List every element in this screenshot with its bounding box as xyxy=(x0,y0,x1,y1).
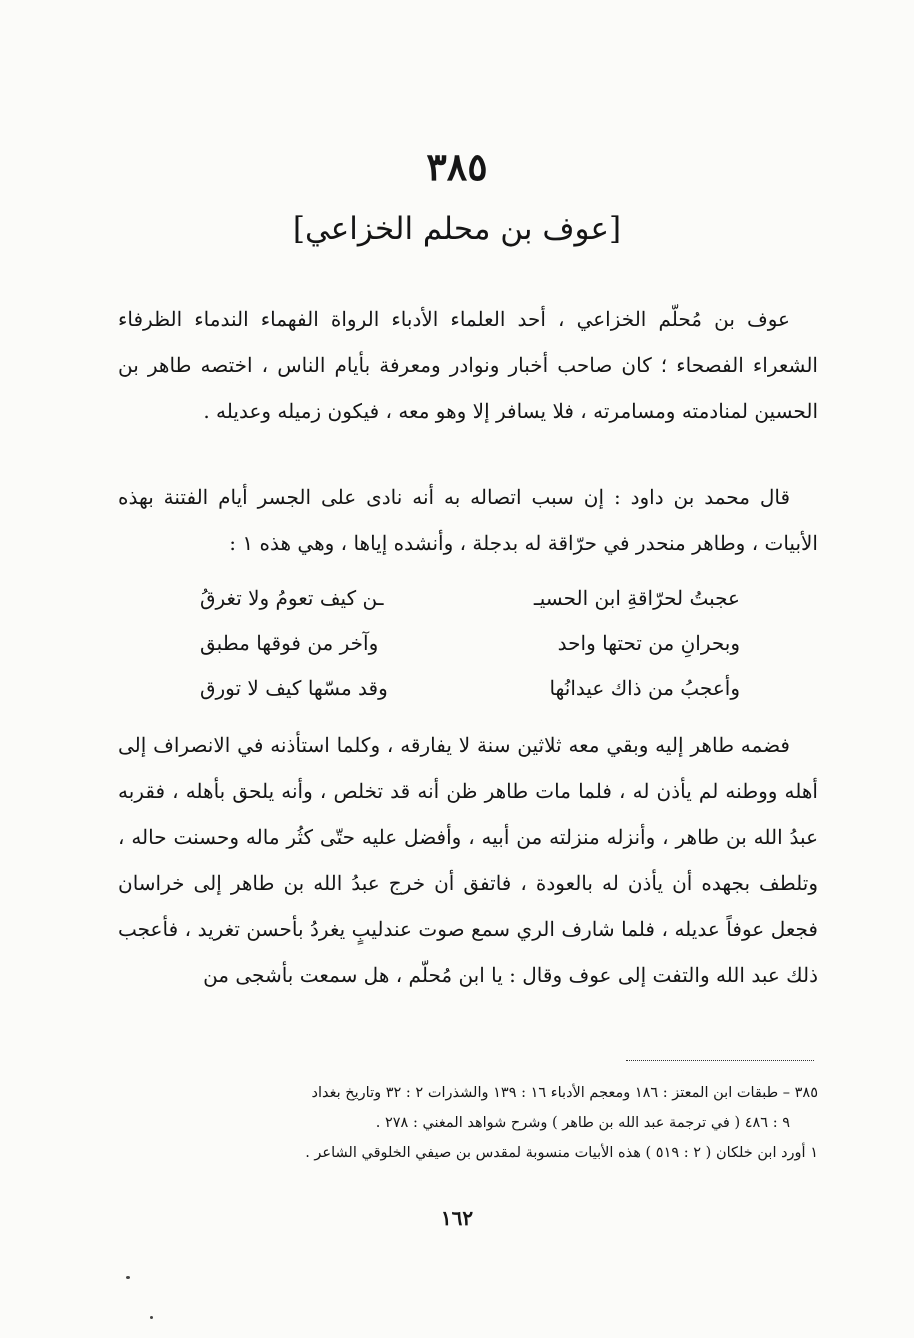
entry-number: ٣٨٥ xyxy=(426,144,488,189)
entry-title: [عوف بن محلم الخزاعي] xyxy=(292,211,622,247)
verse-second-hemistich: وقد مسّها كيف لا تورق xyxy=(200,676,388,700)
verse-first-hemistich: وأعجبُ من ذاك عيدانُها xyxy=(549,676,740,700)
paragraph-text: عوف بن مُحلّم الخزاعي ، أحد العلماء الأدباء الرواة الفهماء الندماء الظرفاء الشعراء الفصحاء ؛ كان صاحب أخبار ونوادر ومعرفة بأيام الناس ، اختصه طاهر بن الحسين لمنادمته ومسامرته ، فلا يسافر إلا وهو معه ، فيكون زميله وعديله . xyxy=(118,307,818,423)
verse-line xyxy=(200,666,740,711)
verse-second-hemistich: ـن كيف تعومُ ولا تغرقُ xyxy=(200,586,384,610)
paragraph-text: قال محمد بن داود : إن سبب اتصاله به أنه نادى على الجسر أيام الفتنة بهذه الأبيات ، وطاهر منحدر في حرّاقة له بدجلة ، وأنشده إياها ، وهي هذه ١ : xyxy=(118,485,818,555)
footnote-sources: ٣٨٥ – طبقات ابن المعتز : ١٨٦ ومعجم الأدباء ١٦ : ١٣٩ والشذرات ٢ : ٣٢ وتاريخ بغداد xyxy=(311,1085,818,1101)
page-number: ١٦٢ xyxy=(440,1206,474,1230)
paragraph-narration xyxy=(118,474,818,566)
footnotes xyxy=(118,1078,818,1168)
verse-line xyxy=(200,576,740,621)
footnote-sources-continued: ٩ : ٤٨٦ ( في ترجمة عبد الله بن طاهر ) وشرح شواهد المغني : ٢٧٨ . xyxy=(375,1115,790,1131)
scan-speck xyxy=(150,1316,153,1319)
verse-line xyxy=(200,621,740,666)
footnote-divider xyxy=(626,1060,814,1061)
footnote-1: ١ أورد ابن خلكان ( ٢ : ٥١٩ ) هذه الأبيات منسوبة لمقدس بن صيفي الخلوقي الشاعر . xyxy=(305,1145,818,1161)
scan-speck xyxy=(126,1276,130,1279)
verse-first-hemistich: وبحرانِ من تحتها واحد xyxy=(557,631,740,655)
paragraph-text: فضمه طاهر إليه وبقي معه ثلاثين سنة لا يفارقه ، وكلما استأذنه في الانصراف إلى أهله ووطنه لم يأذن له ، فلما مات طاهر ظن أنه قد تخلص ، وأنه يلحق بأهله ، فقربه عبدُ الله بن طاهر ، وأنزله منزلته من أبيه ، وأفضل عليه حتّى كثُر ماله وحسنت حاله ، وتلطف بجهده أن يأذن له بالعودة ، فاتفق أن خرج عبدُ الله بن طاهر إلى خراسان فجعل عوفاً عديله ، فلما شارف الري سمع صوت عندليبٍ يغردُ بأحسن تغريد ، فأعجب ذلك عبد الله والتفت إلى عوف وقال : يا ابن مُحلّم ، هل سمعت بأشجى من xyxy=(118,733,818,987)
paragraph-story xyxy=(118,722,818,998)
paragraph-intro xyxy=(118,296,818,434)
verse-first-hemistich: عجبتُ لحرّاقةِ ابن الحسيـ xyxy=(533,586,740,610)
poem-verses xyxy=(200,576,740,711)
verse-second-hemistich: وآخر من فوقها مطبق xyxy=(200,631,379,655)
